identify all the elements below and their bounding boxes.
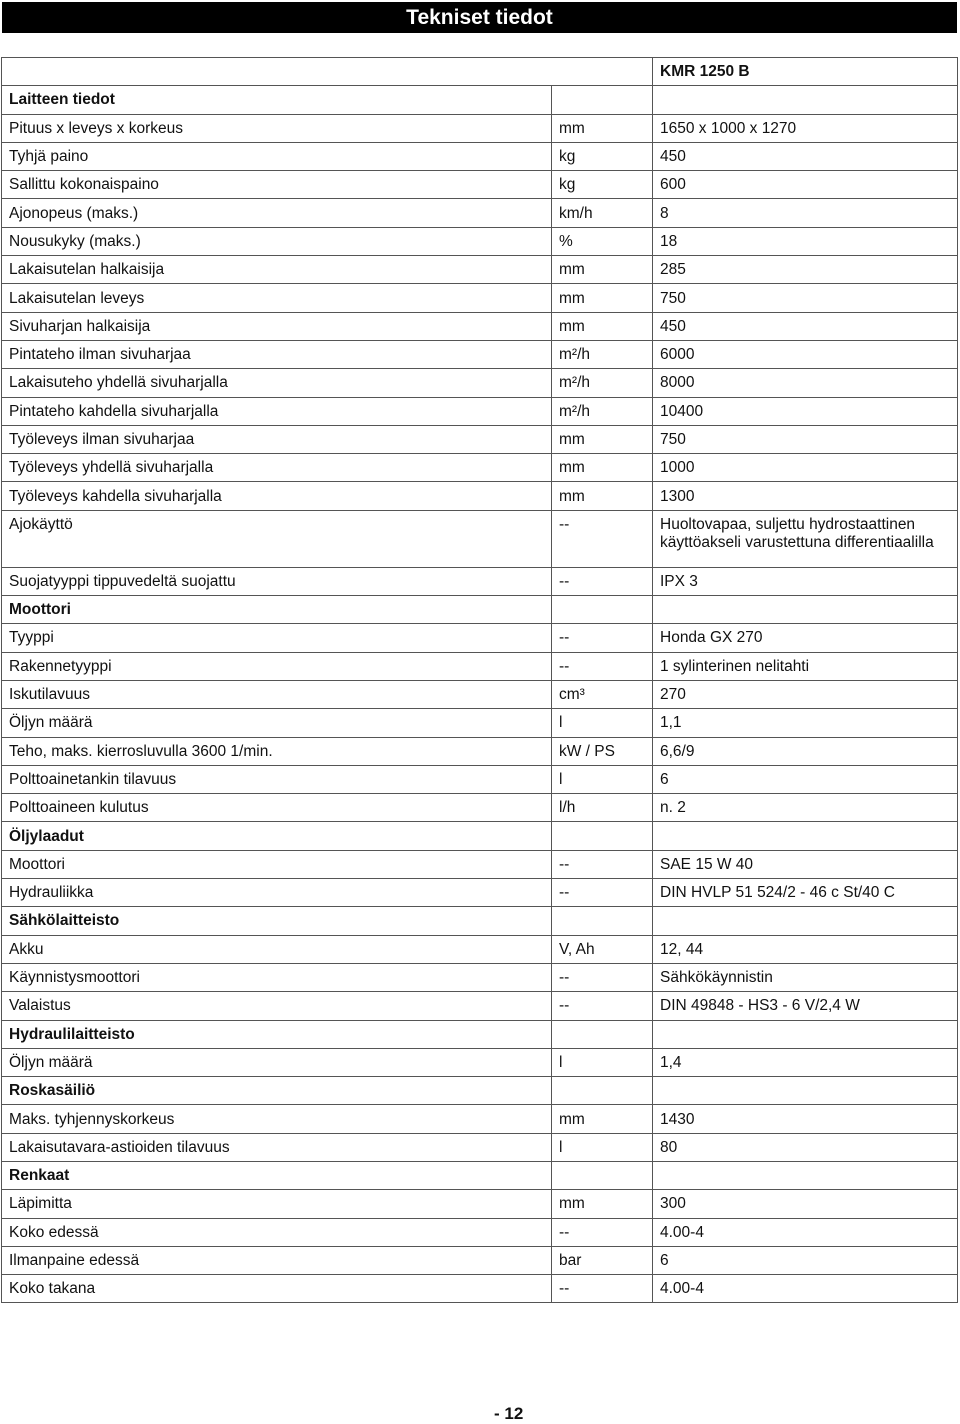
spec-row [2, 454, 958, 482]
spec-row [2, 369, 958, 397]
section-header-row [2, 1161, 958, 1189]
spec-value: 1000 [653, 454, 958, 482]
spec-value: 600 [653, 171, 958, 199]
spec-value: 285 [653, 256, 958, 284]
spec-label: Lakaisutelan leveys [2, 284, 552, 312]
spec-row [2, 284, 958, 312]
spec-label: Sallittu kokonaispaino [2, 171, 552, 199]
section-title: Roskasäiliö [2, 1077, 552, 1105]
spec-value: 1 sylinterinen nelitahti [653, 652, 958, 680]
spec-row [2, 935, 958, 963]
section-title: Öljylaadut [2, 822, 552, 850]
spec-row [2, 1048, 958, 1076]
spec-unit [552, 596, 653, 624]
spec-unit: -- [552, 879, 653, 907]
spec-value: 12, 44 [653, 935, 958, 963]
spec-label: Ajokäyttö [2, 510, 552, 567]
spec-row [2, 992, 958, 1020]
page-number: - 12 [494, 1404, 524, 1423]
spec-value [653, 1020, 958, 1048]
spec-value: 4.00-4 [653, 1218, 958, 1246]
spec-unit: -- [552, 624, 653, 652]
spec-row [2, 737, 958, 765]
spec-row [2, 652, 958, 680]
section-header-row [2, 1020, 958, 1048]
spec-unit: kW / PS [552, 737, 653, 765]
spec-label: Iskutilavuus [2, 680, 552, 708]
spec-value: 1,1 [653, 709, 958, 737]
spec-value [653, 822, 958, 850]
spec-unit: -- [552, 850, 653, 878]
spec-value: 450 [653, 142, 958, 170]
spec-unit: kg [552, 142, 653, 170]
spec-label: Työleveys ilman sivuharjaa [2, 425, 552, 453]
model-header-row [2, 58, 958, 86]
spec-value [653, 907, 958, 935]
spec-value [653, 596, 958, 624]
spec-row [2, 227, 958, 255]
spec-value: IPX 3 [653, 567, 958, 595]
spec-unit: mm [552, 284, 653, 312]
spec-label: Sivuharjan halkaisija [2, 312, 552, 340]
spec-label: Työleveys yhdellä sivuharjalla [2, 454, 552, 482]
spec-row [2, 1246, 958, 1274]
spec-value: 18 [653, 227, 958, 255]
spec-label: Tyhjä paino [2, 142, 552, 170]
spec-value: SAE 15 W 40 [653, 850, 958, 878]
spec-unit: mm [552, 454, 653, 482]
spec-unit: -- [552, 1275, 653, 1303]
spec-value: DIN HVLP 51 524/2 - 46 c St/40 C [653, 879, 958, 907]
spec-row [2, 482, 958, 510]
spec-unit: mm [552, 256, 653, 284]
spec-value: Huoltovapaa, suljettu hydrostaattinen käyttöakseli varustettuna differentiaalilla [653, 510, 958, 567]
spec-row [2, 879, 958, 907]
spec-label: Pintateho ilman sivuharjaa [2, 340, 552, 368]
spec-unit: m²/h [552, 369, 653, 397]
spec-row [2, 624, 958, 652]
spec-value: 1300 [653, 482, 958, 510]
spec-unit [552, 1161, 653, 1189]
spec-label: Polttoaineen kulutus [2, 794, 552, 822]
spec-unit: -- [552, 510, 653, 567]
spec-unit: km/h [552, 199, 653, 227]
spec-unit: -- [552, 652, 653, 680]
spec-value: Honda GX 270 [653, 624, 958, 652]
section-header-row [2, 1077, 958, 1105]
spec-value: 6 [653, 765, 958, 793]
spec-value: n. 2 [653, 794, 958, 822]
spec-value: 80 [653, 1133, 958, 1161]
spec-label: Lakaisutavara-astioiden tilavuus [2, 1133, 552, 1161]
spec-label: Nousukyky (maks.) [2, 227, 552, 255]
spec-unit: -- [552, 1218, 653, 1246]
spec-unit: mm [552, 114, 653, 142]
spec-unit: % [552, 227, 653, 255]
spec-row [2, 1105, 958, 1133]
spec-row [2, 425, 958, 453]
spec-label: Ilmanpaine edessä [2, 1246, 552, 1274]
spec-unit: mm [552, 1190, 653, 1218]
spec-unit: V, Ah [552, 935, 653, 963]
spec-value [653, 1161, 958, 1189]
spec-unit: mm [552, 1105, 653, 1133]
spec-label: Lakaisutelan halkaisija [2, 256, 552, 284]
spec-label: Suojatyyppi tippuvedeltä suojattu [2, 567, 552, 595]
section-header-row [2, 907, 958, 935]
spec-row [2, 963, 958, 991]
spec-value: 1,4 [653, 1048, 958, 1076]
spec-label: Pituus x leveys x korkeus [2, 114, 552, 142]
section-header-row [2, 822, 958, 850]
spec-value: 4.00-4 [653, 1275, 958, 1303]
spec-label: Läpimitta [2, 1190, 552, 1218]
spec-row [2, 340, 958, 368]
spec-row [2, 765, 958, 793]
spec-label: Ajonopeus (maks.) [2, 199, 552, 227]
section-title: Renkaat [2, 1161, 552, 1189]
spec-unit: -- [552, 992, 653, 1020]
spec-row [2, 114, 958, 142]
spec-row [2, 680, 958, 708]
page-title: Tekniset tiedot [2, 2, 957, 33]
spec-table [1, 57, 958, 1303]
spec-row [2, 1218, 958, 1246]
section-title: Sähkölaitteisto [2, 907, 552, 935]
header-blank-cell [2, 58, 653, 86]
spec-row [2, 510, 958, 567]
spec-value: 450 [653, 312, 958, 340]
spec-row [2, 256, 958, 284]
section-header-row [2, 596, 958, 624]
spec-row [2, 1275, 958, 1303]
spec-row [2, 1190, 958, 1218]
spec-label: Työleveys kahdella sivuharjalla [2, 482, 552, 510]
spec-row [2, 199, 958, 227]
section-title: Moottori [2, 596, 552, 624]
spec-value: 300 [653, 1190, 958, 1218]
spec-label: Koko takana [2, 1275, 552, 1303]
spec-label: Koko edessä [2, 1218, 552, 1246]
spec-label: Öljyn määrä [2, 709, 552, 737]
section-title: Hydraulilaitteisto [2, 1020, 552, 1048]
spec-value: 1650 x 1000 x 1270 [653, 114, 958, 142]
spec-unit: mm [552, 425, 653, 453]
spec-label: Valaistus [2, 992, 552, 1020]
spec-value: 8 [653, 199, 958, 227]
spec-unit [552, 86, 653, 114]
spec-value: 6000 [653, 340, 958, 368]
spec-row [2, 397, 958, 425]
spec-value [653, 1077, 958, 1105]
spec-label: Öljyn määrä [2, 1048, 552, 1076]
spec-unit: mm [552, 482, 653, 510]
spec-label: Teho, maks. kierrosluvulla 3600 1/min. [2, 737, 552, 765]
spec-unit: m²/h [552, 340, 653, 368]
spec-label: Käynnistysmoottori [2, 963, 552, 991]
spec-unit: m²/h [552, 397, 653, 425]
spec-value: 750 [653, 284, 958, 312]
spec-row [2, 709, 958, 737]
spec-unit: l [552, 709, 653, 737]
spec-unit [552, 1077, 653, 1105]
spec-row [2, 1133, 958, 1161]
spec-unit [552, 822, 653, 850]
model-name: KMR 1250 B [653, 58, 958, 86]
spec-row [2, 171, 958, 199]
spec-unit: l [552, 1048, 653, 1076]
spec-value: 10400 [653, 397, 958, 425]
section-title: Laitteen tiedot [2, 86, 552, 114]
spec-unit [552, 907, 653, 935]
spec-row [2, 567, 958, 595]
spec-label: Polttoainetankin tilavuus [2, 765, 552, 793]
spec-row [2, 142, 958, 170]
spec-row [2, 850, 958, 878]
spec-unit: cm³ [552, 680, 653, 708]
spec-label: Akku [2, 935, 552, 963]
spec-label: Rakennetyyppi [2, 652, 552, 680]
spec-unit: l [552, 765, 653, 793]
section-header-row [2, 86, 958, 114]
spec-label: Maks. tyhjennyskorkeus [2, 1105, 552, 1133]
spec-unit: l [552, 1133, 653, 1161]
spec-label: Tyyppi [2, 624, 552, 652]
spec-value: 270 [653, 680, 958, 708]
spec-value: DIN 49848 - HS3 - 6 V/2,4 W [653, 992, 958, 1020]
spec-label: Hydrauliikka [2, 879, 552, 907]
spec-label: Lakaisuteho yhdellä sivuharjalla [2, 369, 552, 397]
spec-label: Pintateho kahdella sivuharjalla [2, 397, 552, 425]
spec-unit: -- [552, 567, 653, 595]
spec-value: 750 [653, 425, 958, 453]
spec-value: 6,6/9 [653, 737, 958, 765]
spec-value: 1430 [653, 1105, 958, 1133]
spec-value: 6 [653, 1246, 958, 1274]
spec-unit: l/h [552, 794, 653, 822]
spec-unit: bar [552, 1246, 653, 1274]
spec-row [2, 312, 958, 340]
spec-row [2, 794, 958, 822]
spec-value [653, 86, 958, 114]
spec-unit: mm [552, 312, 653, 340]
spec-unit: -- [552, 963, 653, 991]
spec-unit: kg [552, 171, 653, 199]
spec-value: 8000 [653, 369, 958, 397]
spec-value: Sähkökäynnistin [653, 963, 958, 991]
spec-label: Moottori [2, 850, 552, 878]
spec-unit [552, 1020, 653, 1048]
